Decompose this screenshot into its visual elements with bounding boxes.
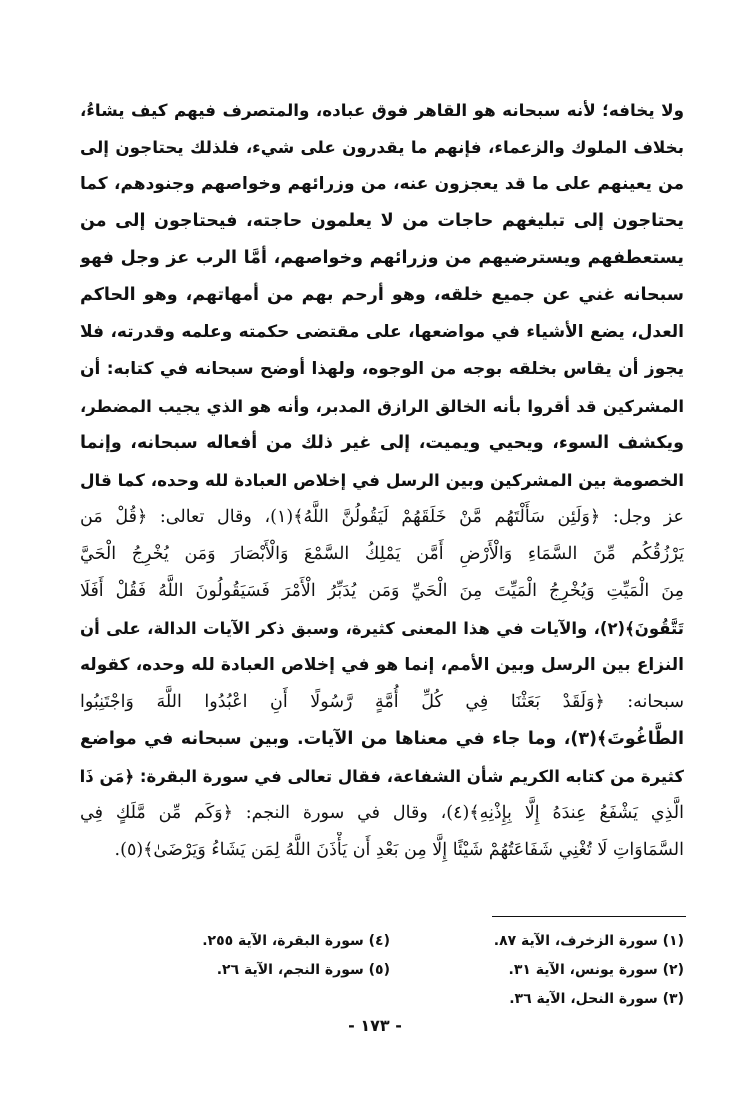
text-line-5: يستعطفهم ويسترضيهم من وزرائهم وخواصهم، أمَّا الرب عز وجل فهو [80,248,684,268]
text-line-2: بخلاف الملوك والزعماء، فإنهم ما يقدرون على شيء، فلذلك يحتاجون إلى [80,137,684,157]
text-line-11: الخصومة بين المشركين وبين الرسل في إخلاص العبادة لله وحده، كما قال [80,470,684,490]
footnote-4: (٤) سورة البقرة، الآية ٢٥٥. [202,933,390,949]
page-number: - ١٧٣ - [348,1016,402,1035]
text-line-20: الَّذِي يَشْفَعُ عِندَهُ إِلَّا بِإِذْنِهِ﴾(٤)، وقال في سورة النجم: ﴿وَكَم مِّن مَّلَكٍ فِي [80,803,684,823]
main-text [80,92,684,869]
text-line-13: يَرْزُقُكُم مِّنَ السَّمَاءِ وَالْأَرْضِ أَمَّن يَمْلِكُ السَّمْعَ وَالْأَبْصَارَ وَمَن يُخْرِجُ الْحَيَّ [80,544,684,564]
text-line-15: تَتَّقُونَ﴾(٢)، والآيات في هذا المعنى كثيرة، وسبق ذكر الآيات الدالة، على أن [80,619,684,638]
footnotes-right-column [484,927,684,1014]
text-line-8: يجوز أن يقاس بخلقه بوجه من الوجوه، ولهذا أوضح سبحانه في كتابه: أن [80,359,684,379]
footnote-1: (١) سورة الزخرف، الآية ٨٧. [493,933,684,949]
text-line-1: ولا يخافه؛ لأنه سبحانه هو القاهر فوق عباده، والمتصرف فيهم كيف يشاءُ، [80,100,684,120]
text-line-3: من يعينهم على ما قد يعجزون عنه، من وزرائهم وخواصهم وجنودهم، كما [80,174,684,194]
text-line-9: المشركين قد أقروا بأنه الخالق الرازق المدبر، وأنه هو الذي يجيب المضطر، [80,397,684,416]
footnote-3: (٣) سورة النحل، الآية ٣٦. [509,991,684,1007]
text-line-10: ويكشف السوء، ويحيي ويميت، إلى غير ذلك من أفعاله سبحانه، وإنما [80,433,684,453]
text-line-19: كثيرة من كتابه الكريم شأن الشفاعة، فقال تعالى في سورة البقرة: ﴿مَن ذَا [80,767,684,786]
text-line-12: عز وجل: ﴿وَلَئِن سَأَلْتَهُم مَّنْ خَلَقَهُمْ لَيَقُولُنَّ اللَّهُ﴾(١)، وقال تعالى: ﴿قُلْ مَن [80,507,684,527]
text-line-16: النزاع بين الرسل وبين الأمم، إنما هو في إخلاص العبادة لله وحده، كقوله [80,655,684,675]
footnote-5: (٥) سورة النجم، الآية ٢٦. [216,962,390,978]
text-line-14: مِنَ الْمَيِّتِ وَيُخْرِجُ الْمَيِّتَ مِنَ الْحَيِّ وَمَن يُدَبِّرُ الْأَمْرَ فَسَيَقُولُونَ اللَّهُ فَقُلْ أَفَلَا [80,581,684,601]
footnotes-left-column [180,927,390,985]
text-line-4: يحتاجون إلى تبليغهم حاجات من لا يعلمون حاجته، فيحتاجون إلى من [80,211,684,231]
text-line-21: السَّمَاوَاتِ لَا تُغْنِي شَفَاعَتُهُمْ شَيْئًا إِلَّا مِن بَعْدِ أَن يَأْذَنَ اللَّهُ لِمَن يَشَاءُ وَيَرْضَىٰ﴾(٥). [114,840,684,860]
text-line-18: الطَّاغُوتَ﴾(٣)، وما جاء في معناها من الآيات. وبين سبحانه في مواضع [80,729,684,749]
text-line-7: العدل، يضع الأشياء في مواضعها، على مقتضى حكمته وعلمه وقدرته، فلا [80,322,684,342]
footnote-separator [492,916,686,917]
footnote-2: (٢) سورة يونس، الآية ٣١. [508,962,684,978]
text-line-17: سبحانه: ﴿وَلَقَدْ بَعَثْنَا فِي كُلِّ أُمَّةٍ رَّسُولًا أَنِ اعْبُدُوا اللَّهَ وَاجْتَنِبُوا [80,692,684,712]
text-line-6: سبحانه غني عن جميع خلقه، وهو أرحم بهم من أمهاتهم، وهو الحاكم [80,285,684,305]
